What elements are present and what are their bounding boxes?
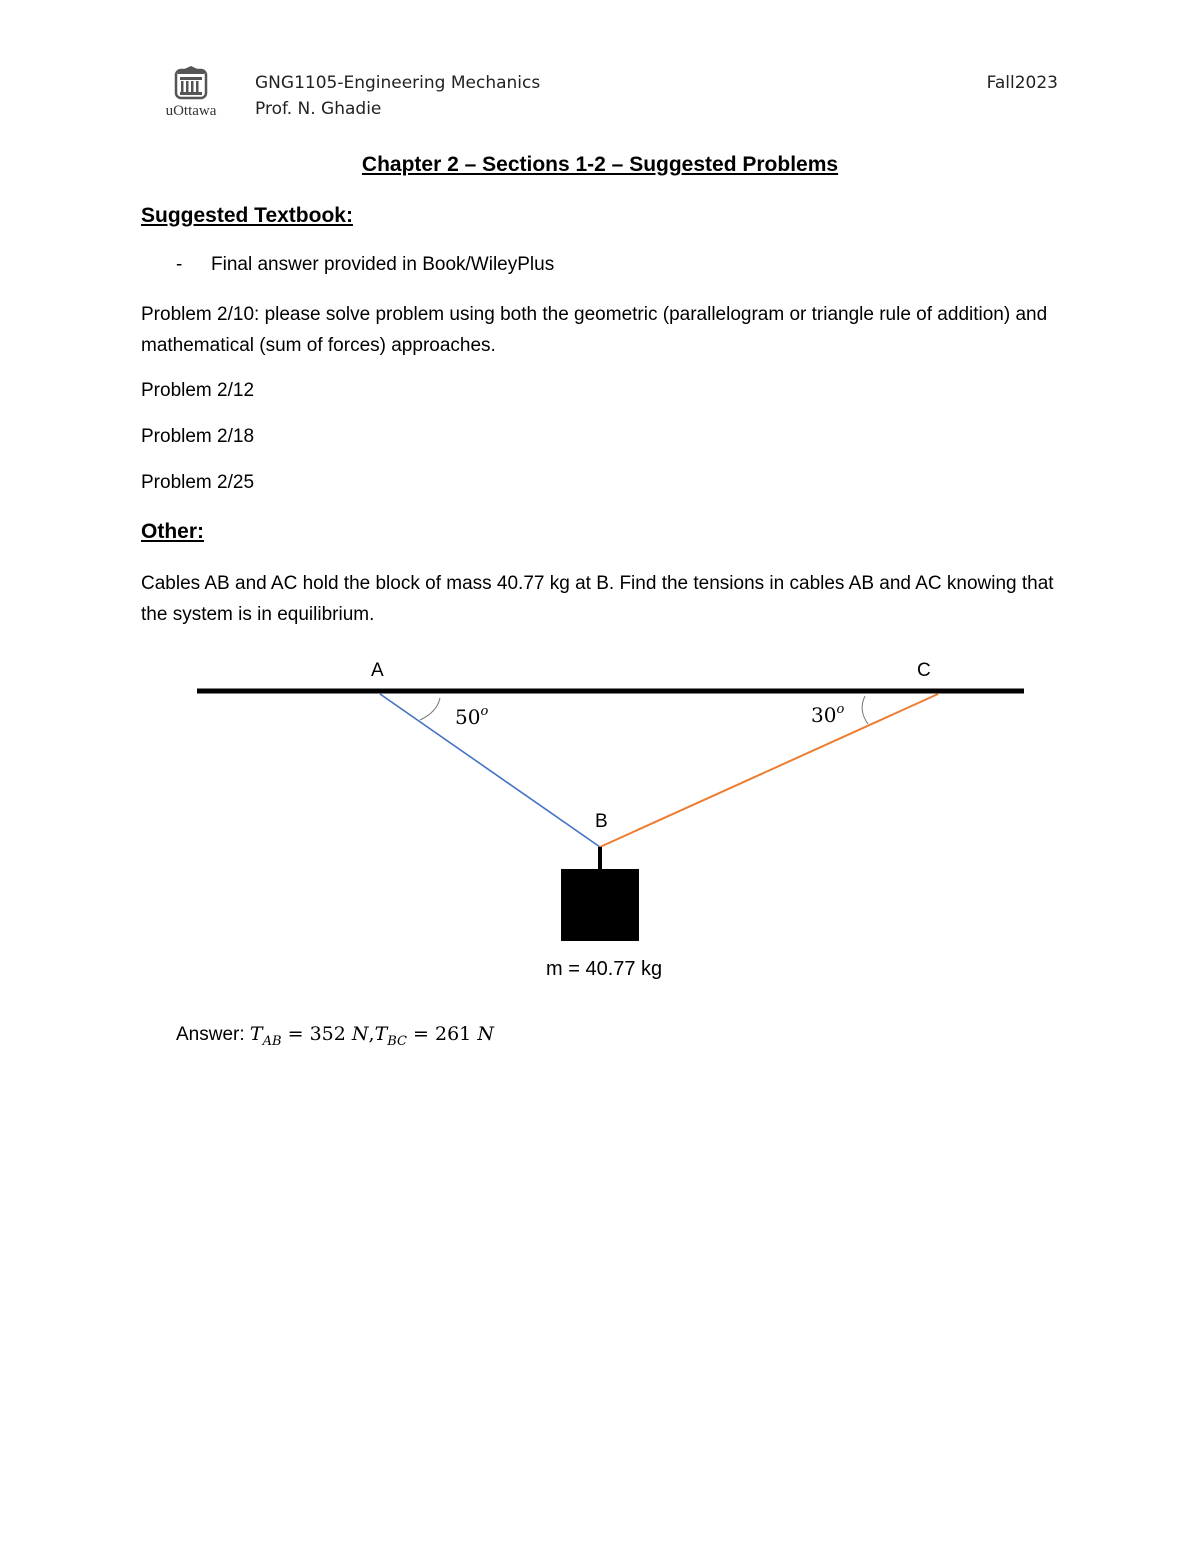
t-bc-subscript: BC <box>387 1033 407 1049</box>
t-bc-value: = 261 <box>413 1023 472 1045</box>
label-b: B <box>595 811 608 832</box>
mass-label: m = 40.77 kg <box>546 958 663 980</box>
problem-2-25: Problem 2/25 <box>141 472 255 493</box>
angle-arc-c <box>862 696 868 724</box>
cable-ab <box>380 694 600 847</box>
professor-name: Prof. N. Ghadie <box>255 99 382 119</box>
t-bc-symbol: T <box>374 1023 388 1045</box>
t-ab-unit: N <box>351 1023 369 1045</box>
other-heading: Other: <box>141 520 204 543</box>
t-bc-unit: N <box>477 1023 494 1045</box>
answer-prefix: Answer: <box>176 1024 250 1045</box>
bullet-dash: - <box>176 254 183 275</box>
angle-a-label: 50$^o$ <box>455 704 489 729</box>
answer-separator: , <box>368 1023 375 1045</box>
label-c: C <box>917 660 931 681</box>
term: Fall2023 <box>986 73 1058 93</box>
angle-c-label: 30$^o$ <box>811 702 845 727</box>
t-ab-symbol: T <box>249 1023 263 1045</box>
mass-block <box>561 869 639 941</box>
cable-bc <box>600 694 938 847</box>
page-title: Chapter 2 – Sections 1-2 – Suggested Problems <box>361 153 839 176</box>
textbook-heading: Suggested Textbook: <box>141 204 353 227</box>
answer <box>176 1023 494 1049</box>
t-ab-value: = 352 <box>287 1023 346 1045</box>
label-a: A <box>371 660 384 681</box>
cable-diagram <box>0 640 1200 1000</box>
logo-text: uOttawa <box>165 103 217 119</box>
problem-2-18: Problem 2/18 <box>141 426 255 447</box>
other-problem-text: Cables AB and AC hold the block of mass 40.77 kg at B. Find the tensions in cables AB and AC knowing that the system is in equilibrium. <box>141 573 1054 625</box>
problem-2-12: Problem 2/12 <box>141 380 255 401</box>
angle-arc-a <box>420 698 440 720</box>
t-ab-subscript: AB <box>262 1033 282 1049</box>
problem-2-10: Problem 2/10: please solve problem using both the geometric (parallelogram or triangle rule of addition) and mathematical (sum of forces) approaches. <box>141 304 1048 356</box>
bullet-text: Final answer provided in Book/WileyPlus <box>211 254 555 275</box>
course-name: GNG1105-Engineering Mechanics <box>255 73 541 93</box>
